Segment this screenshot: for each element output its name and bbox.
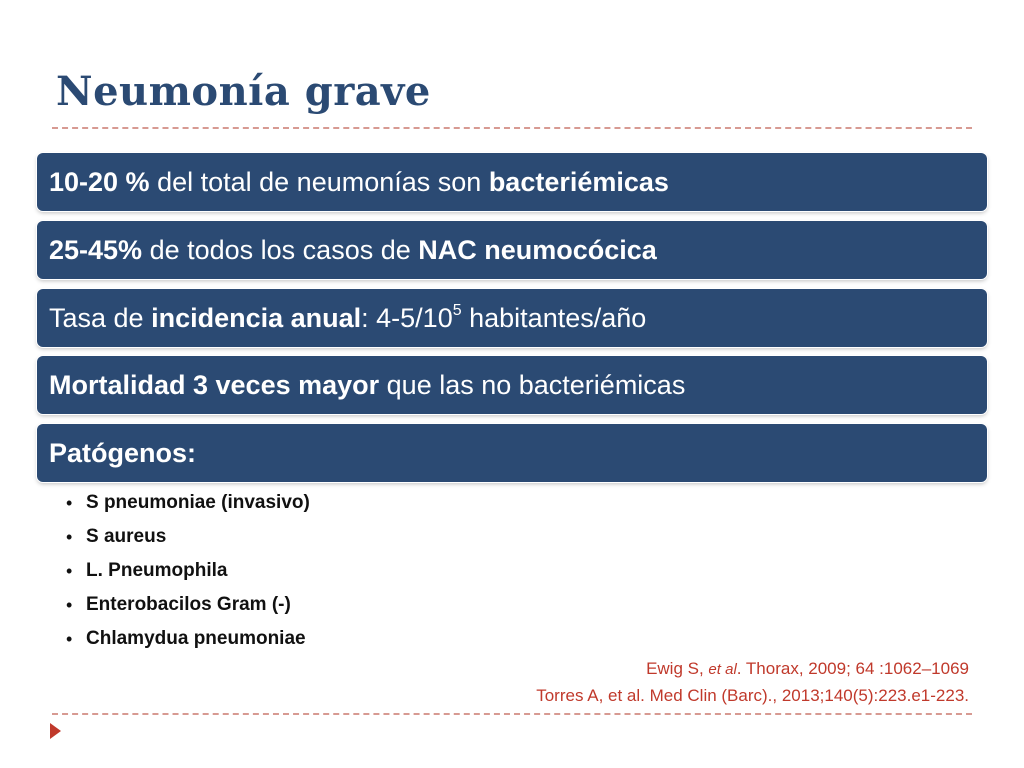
play-arrow-icon [50,723,61,739]
list-item [66,520,310,554]
reference-ewig [646,659,969,679]
bar3-text3: habitantes/año [461,302,647,333]
bar4-bold: Mortalidad 3 veces mayor [49,369,380,400]
bar5-bold: Patógenos: [49,437,197,468]
reference-torres: Torres A, et al. Med Clin (Barc)., 2013;140(5):223.e1-223. [536,686,969,705]
bar2-bold2: NAC neumocócica [418,234,657,265]
bar1-text: del total de neumonías son [149,166,489,197]
bar3-text2: : 4-5/10 [361,302,453,333]
pathogen-list [66,486,310,656]
pathogen-label: Chlamydua pneumoniae [86,628,306,649]
footer-divider [52,713,972,715]
info-bar-pathogens [37,424,987,482]
list-item [66,622,310,656]
bar4-text: que las no bacteriémicas [379,369,686,400]
bar3-bold: incidencia anual [151,302,362,333]
info-bar-incidence [37,289,987,347]
pathogen-label: Enterobacilos Gram (-) [86,594,291,615]
bullet-icon: • [66,527,73,547]
ref1-italic: et al [708,661,737,678]
title-divider [52,127,972,129]
bar3-text: Tasa de [49,302,152,333]
bullet-icon: • [66,561,73,581]
list-item [66,486,310,520]
pathogen-label: S aureus [86,526,167,547]
list-item [66,554,310,588]
ref1-part-b: . Thorax, 2009; 64 :1062–1069 [736,659,969,678]
bar1-bold: 10-20 % [49,166,150,197]
info-bar-bacteremic [37,153,987,211]
info-bar-mortality [37,356,987,414]
bullet-icon: • [66,595,73,615]
slide-title: Neumonía grave [56,68,431,115]
bar2-text: de todos los casos de [142,234,419,265]
pathogen-label: L. Pneumophila [86,560,228,581]
info-bar-nac [37,221,987,279]
bullet-icon: • [66,629,73,649]
ref1-part-a: Ewig S, [646,659,709,678]
bar1-bold2: bacteriémicas [488,166,669,197]
list-item [66,588,310,622]
pathogen-label: S pneumoniae (invasivo) [86,492,310,513]
bar2-bold: 25-45% [49,234,143,265]
bullet-icon: • [66,493,73,513]
bar3-superscript: 5 [452,301,462,319]
